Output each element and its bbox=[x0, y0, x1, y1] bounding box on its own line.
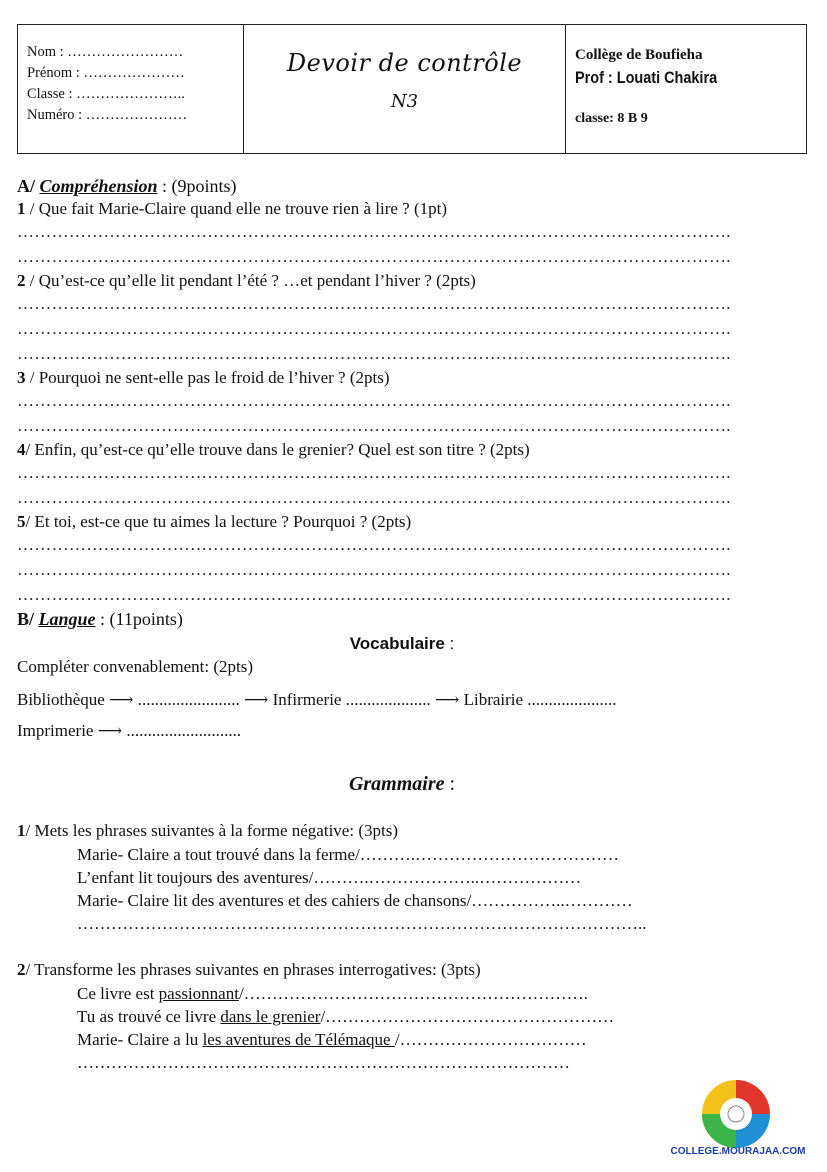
answer-line[interactable]: ……………………………………………………………………………………………………………. bbox=[17, 416, 731, 435]
name-field[interactable]: Nom : …………………… bbox=[27, 44, 184, 60]
exercise-2-line-3[interactable] bbox=[17, 1028, 787, 1051]
exercise-1-line-1[interactable]: Marie- Claire a tout trouvé dans la ferme/……….……………………………… bbox=[77, 845, 619, 864]
answer-line[interactable]: ……………………………………………………………………………………………………………. bbox=[17, 585, 731, 604]
watermark-text: COLLEGE.MOURAJAA.COM bbox=[670, 1146, 806, 1157]
question-2 bbox=[17, 271, 787, 291]
firstname-field[interactable]: Prénom : ………………… bbox=[27, 65, 185, 81]
answer-line[interactable]: ……………………………………………………………………………………………………………. bbox=[17, 463, 731, 482]
exam-title: Devoir de contrôle bbox=[286, 49, 523, 77]
grammar-colon: : bbox=[444, 773, 456, 795]
answer-line[interactable]: ……………………………………………………………………………………………………………. bbox=[17, 319, 731, 338]
exam-number: N3 bbox=[390, 91, 419, 112]
vocab-colon: : bbox=[444, 634, 455, 653]
answer-line[interactable]: ……………………………………………………………………………………………………………. bbox=[17, 488, 731, 507]
school-info bbox=[566, 25, 806, 153]
section-a-title: Compréhension bbox=[39, 176, 158, 196]
vocab-row-2[interactable]: Imprimerie ⟶ ........................... bbox=[17, 721, 242, 740]
site-logo-icon bbox=[688, 1072, 788, 1172]
question-text: / Enfin, qu’est-ce qu’elle trouve dans le grenier? Quel est son titre ? (2pts) bbox=[25, 440, 530, 459]
exercise-1-line-3[interactable]: Marie- Claire lit des aventures et des cahiers de chansons/……………..………… bbox=[77, 891, 633, 910]
question-4 bbox=[17, 440, 787, 460]
vocab-instruction: Compléter convenablement: (2pts) bbox=[17, 657, 254, 676]
exercise-2-heading bbox=[17, 957, 787, 982]
question-num: 1 bbox=[17, 199, 30, 218]
question-3 bbox=[17, 368, 787, 388]
answer-dots[interactable]: /……………………………………………………. bbox=[238, 984, 588, 1003]
student-info bbox=[18, 25, 244, 153]
exercise-text: / Mets les phrases suivantes à la forme négative: (3pts) bbox=[25, 821, 398, 840]
answer-line[interactable]: ……………………………………………………………………………………………………………. bbox=[17, 535, 731, 554]
answer-line[interactable]: ……………………………………………………………………………………………………………. bbox=[17, 344, 731, 363]
section-b-prefix: B/ bbox=[17, 609, 39, 629]
exercise-num: 2 bbox=[17, 960, 26, 979]
exercise-2-line-1[interactable] bbox=[17, 982, 787, 1005]
title-block bbox=[244, 25, 566, 153]
header-box bbox=[17, 24, 807, 154]
exercise-1-line-4[interactable]: ……………………………………………………………………………………….. bbox=[77, 914, 647, 933]
vocab-row-1[interactable]: Bibliothèque ⟶ ........................ ⟶ Infirmerie .................... ⟶ Librairie ..................... bbox=[17, 690, 617, 709]
underlined-part: dans le grenier bbox=[220, 1007, 321, 1026]
answer-line[interactable]: ……………………………………………………………………………………………………………. bbox=[17, 247, 731, 266]
answer-dots[interactable]: /…………………………………………… bbox=[320, 1007, 615, 1026]
class-label: classe: 8 B 9 bbox=[575, 111, 648, 126]
section-b-points: : (11points) bbox=[95, 609, 183, 629]
school-name: Collège de Boufieha bbox=[575, 47, 703, 63]
exercise-2-line-2[interactable] bbox=[17, 1005, 787, 1028]
question-text: / Que fait Marie-Claire quand elle ne trouve rien à lire ? (1pt) bbox=[29, 199, 448, 218]
class-field[interactable]: Classe : ………………….. bbox=[27, 86, 185, 102]
answer-line[interactable]: ……………………………………………………………………………………………………………. bbox=[17, 560, 731, 579]
question-num: 3 bbox=[17, 368, 30, 387]
question-num: 5 bbox=[17, 512, 26, 531]
vocab-title: Vocabulaire bbox=[349, 634, 445, 653]
answer-line[interactable]: ……………………………………………………………………………………………………………. bbox=[17, 222, 731, 241]
exercise-2-line-4[interactable]: …………………………………………………………………………… bbox=[77, 1053, 570, 1072]
underlined-part: les aventures de Télémaque bbox=[202, 1030, 395, 1049]
underlined-part: passionnant bbox=[158, 984, 239, 1003]
question-num: 4 bbox=[17, 440, 26, 459]
exercise-1-line-2[interactable]: L’enfant lit toujours des aventures/……….………………..……………… bbox=[77, 868, 582, 887]
question-text: / Et toi, est-ce que tu aimes la lecture ? Pourquoi ? (2pts) bbox=[25, 512, 412, 531]
exercise-num: 1 bbox=[17, 821, 26, 840]
section-a-prefix: A/ bbox=[17, 176, 40, 196]
question-5 bbox=[17, 512, 787, 532]
grammar-title: Grammaire bbox=[348, 773, 445, 795]
exercise-1-heading bbox=[17, 818, 787, 843]
section-b-heading bbox=[17, 609, 787, 630]
answer-line[interactable]: ……………………………………………………………………………………………………………. bbox=[17, 391, 731, 410]
sentence-part: Marie- Claire a lu bbox=[77, 1030, 203, 1049]
question-num: 2 bbox=[17, 271, 30, 290]
question-text: / Qu’est-ce qu’elle lit pendant l’été ? …et pendant l’hiver ? (2pts) bbox=[29, 271, 476, 290]
question-1 bbox=[17, 199, 787, 219]
section-a-points: : (9points) bbox=[157, 176, 237, 196]
section-a-heading bbox=[17, 176, 787, 197]
vocab-heading bbox=[17, 634, 787, 654]
exam-body bbox=[17, 176, 787, 1074]
sentence-part: Tu as trouvé ce livre bbox=[77, 1007, 221, 1026]
teacher-name: Prof : Louati Chakira bbox=[575, 68, 718, 87]
number-field[interactable]: Numéro : ………………… bbox=[27, 107, 188, 123]
section-b-title: Langue bbox=[38, 609, 96, 629]
grammar-heading bbox=[17, 773, 787, 796]
answer-dots[interactable]: /…………………………… bbox=[394, 1030, 587, 1049]
sentence-part: Ce livre est bbox=[77, 984, 159, 1003]
answer-line[interactable]: ……………………………………………………………………………………………………………. bbox=[17, 294, 731, 313]
question-text: / Pourquoi ne sent-elle pas le froid de l’hiver ? (2pts) bbox=[29, 368, 390, 387]
exercise-text: / Transforme les phrases suivantes en phrases interrogatives: (3pts) bbox=[25, 960, 481, 979]
